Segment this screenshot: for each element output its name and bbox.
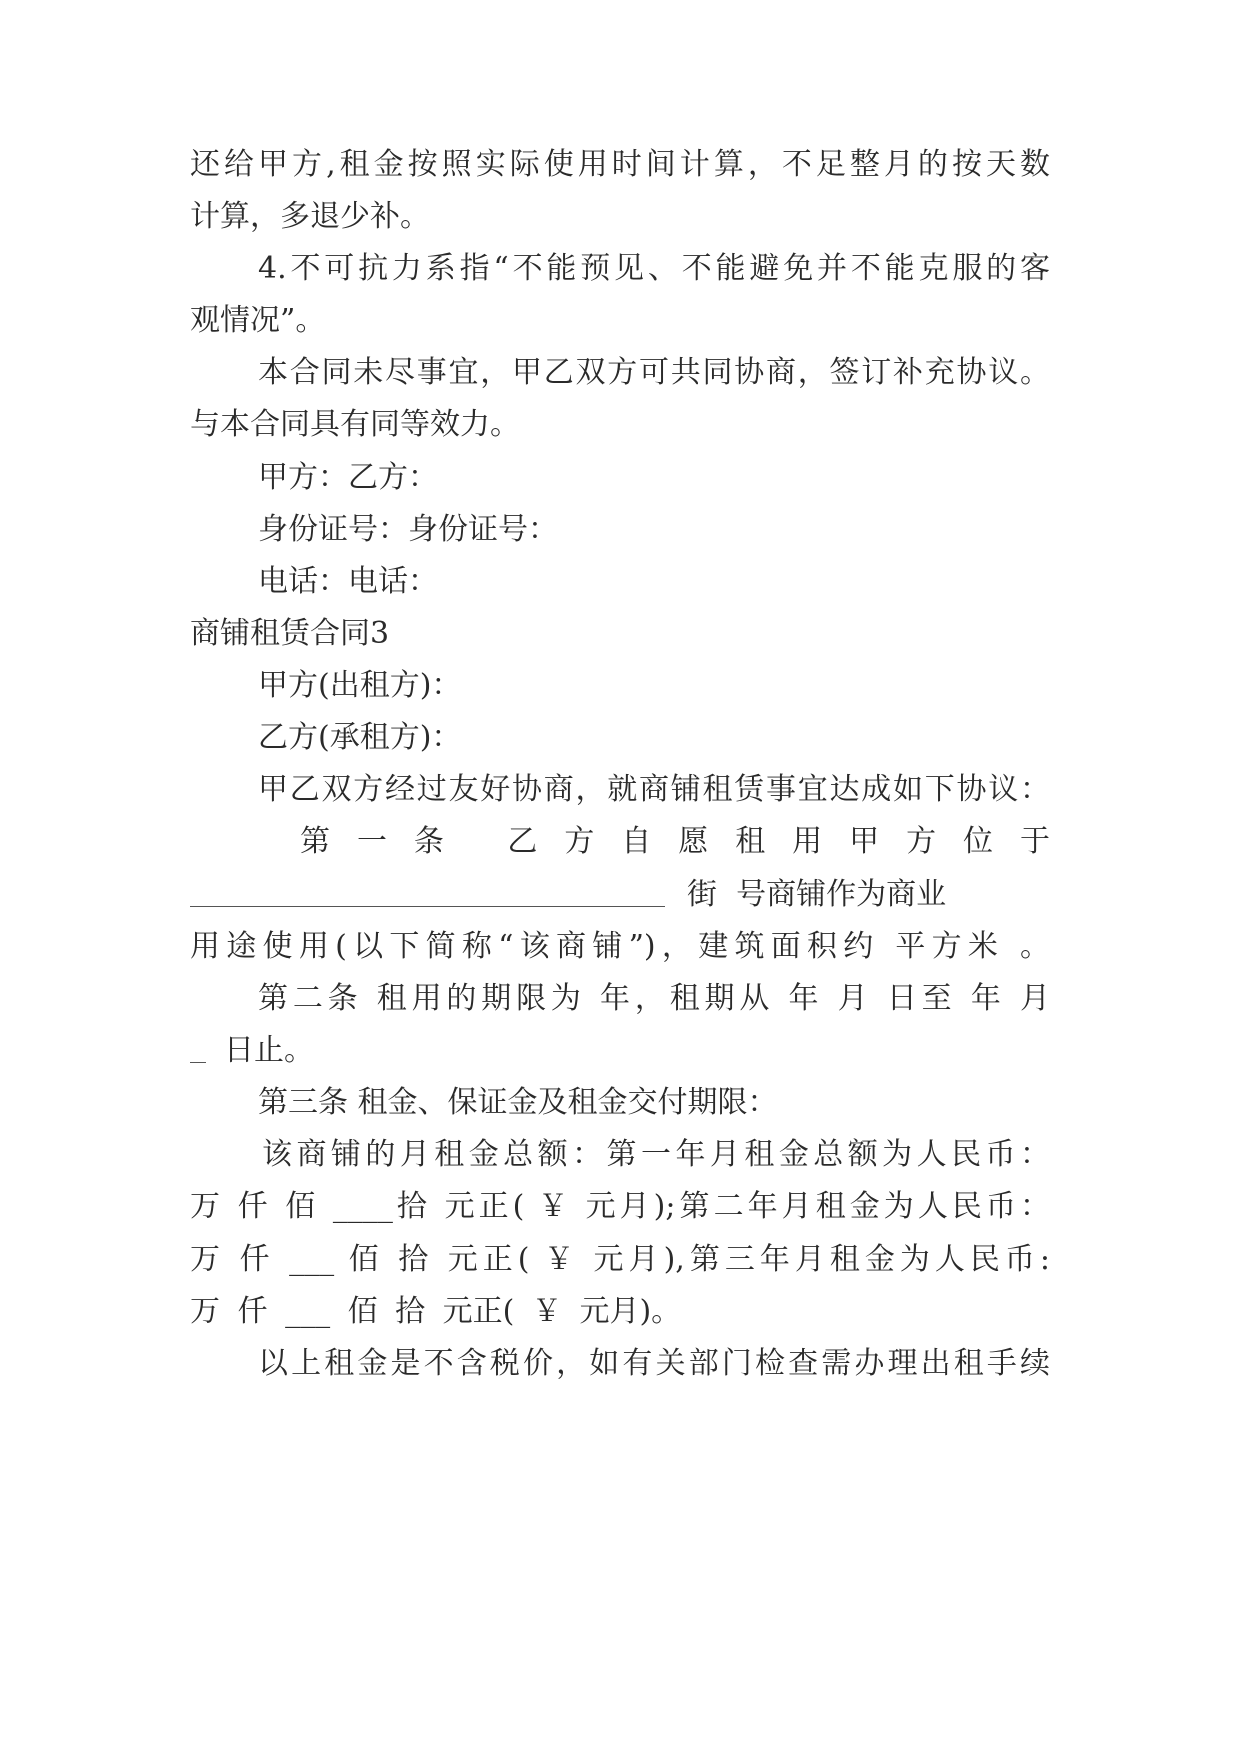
text-line: 万 仟 ___ 佰 拾 元正( ￥ 元月)。 [190,1294,682,1329]
text-line: 电话：电话： [258,564,438,599]
text-line-with-blank [190,1022,1050,1080]
text-line: 观情况”。 [190,303,326,338]
text-line: 以上租金是不含税价，如有关部门检查需办理出租手续 [258,1346,1050,1381]
text-line: 计算，多退少补。 [190,199,430,234]
text-line: 该商铺的月租金总额：第一年月租金总额为人民币： [262,1137,1050,1172]
text-line: 第二条 租用的期限为 年，租期从 年 月 日至 年 月 [258,981,1050,1016]
text-line: 第 一 条 乙 方 自 愿 租 用 甲 方 位 于 [300,824,1050,859]
text-line: 甲方：乙方： [258,460,438,495]
text-line: 4.不可抗力系指“不能预见、不能避免并不能克服的客 [258,251,1050,286]
fill-in-blank [190,1022,206,1063]
text-line: 与本合同具有同等效力。 [190,407,520,442]
text-line: 乙方(承租方)： [258,720,462,755]
text-line: 万 仟 ___ 佰 拾 元正( ￥ 元月),第三年月租金为人民币: [190,1242,1050,1277]
text-line: 还给甲方,租金按照实际使用时间计算，不足整月的按天数 [190,147,1050,182]
text-line: 本合同未尽事宜，甲乙双方可共同协商，签订补充协议。 [258,355,1050,390]
text-line: 第三条 租金、保证金及租金交付期限： [258,1085,778,1120]
text-line: 甲方(出租方)： [258,668,462,703]
text-line-with-blank [190,866,1050,924]
text-line: 甲乙双方经过友好协商，就商铺租赁事宜达成如下协议： [258,772,1050,807]
section-heading: 商铺租赁合同3 [190,616,390,651]
text-line: 用途使用(以下简称“该商铺”)，建筑面积约 平方米 。 [190,929,1050,964]
fill-in-blank [190,866,665,907]
text-line: 万 仟 佰 ____拾 元正( ￥ 元月);第二年月租金为人民币： [190,1189,1050,1224]
text-segment: 日止。 [224,1033,314,1068]
text-line: 身份证号：身份证号： [258,512,558,547]
text-segment: 街 号商铺作为商业 [687,877,947,912]
